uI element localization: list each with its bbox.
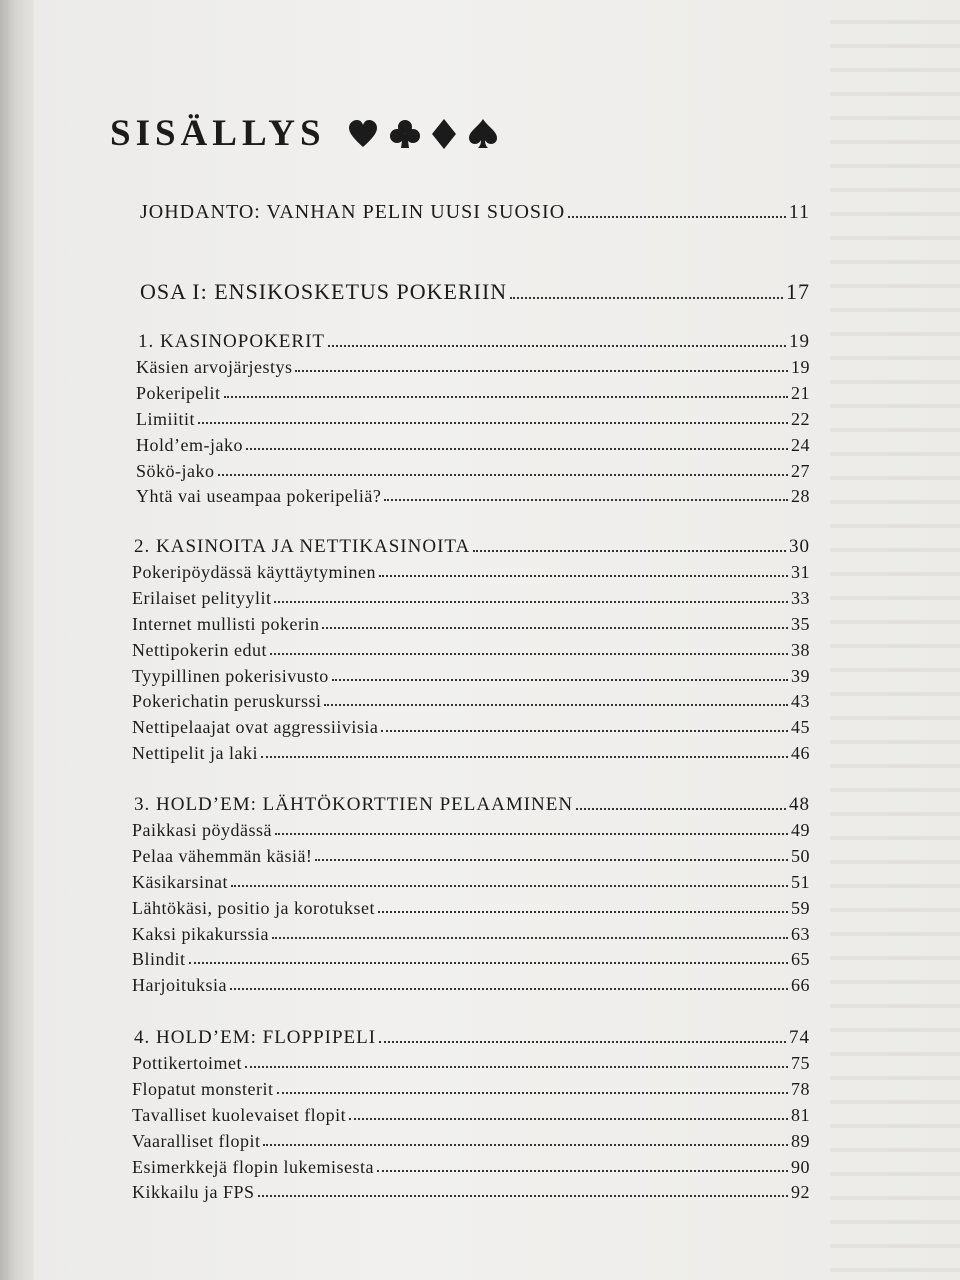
page-number: 30 (789, 536, 810, 557)
dot-leader (245, 1065, 788, 1068)
dot-leader (198, 421, 788, 424)
entry-title: Erilaiset pelityylit (132, 588, 272, 608)
page-number: 74 (789, 1027, 810, 1048)
suit-icons (348, 119, 498, 149)
entry-title: Pokeripelit (136, 383, 221, 403)
entry-title: Vaaralliset flopit (132, 1131, 261, 1151)
page-number: 50 (791, 846, 810, 866)
page-number: 65 (791, 949, 810, 969)
page-number: 66 (791, 975, 810, 995)
bleed-through (830, 0, 960, 1280)
dot-leader (568, 215, 786, 218)
entry-title: Nettipelit ja laki (132, 743, 258, 763)
toc-chapter (138, 331, 810, 353)
entry-title: Lähtökäsi, positio ja korotukset (132, 898, 375, 918)
toc-subsection (132, 1079, 810, 1100)
dot-leader (261, 755, 788, 758)
dot-leader (349, 1117, 788, 1120)
toc-subsection (132, 1053, 810, 1074)
page-number: 59 (791, 898, 810, 918)
dot-leader (295, 369, 788, 372)
entry-title: OSA I: ENSIKOSKETUS POKERIIN (140, 279, 508, 304)
dot-leader (189, 961, 788, 964)
page-number: 90 (791, 1157, 810, 1177)
entry-title: 4. HOLD’EM: FLOPPIPELI (134, 1027, 377, 1048)
toc-subsection (132, 924, 810, 945)
toc-subsection (132, 1157, 810, 1178)
entry-title: Pokeripöydässä käyttäytyminen (132, 562, 376, 582)
entry-title: 1. KASINOPOKERIT (138, 331, 325, 352)
entry-title: Pokerichatin peruskurssi (132, 691, 322, 711)
entry-title: Yhtä vai useampaa pokeripeliä? (136, 486, 382, 506)
entry-title: Harjoituksia (132, 975, 227, 995)
toc-subsection (136, 435, 810, 456)
toc-part-heading (140, 279, 810, 305)
toc-subsection (132, 717, 810, 738)
entry-title: 3. HOLD’EM: LÄHTÖKORTTIEN PELAAMINEN (134, 794, 574, 815)
entry-title: Internet mullisti pokerin (132, 614, 320, 634)
page-number: 19 (789, 331, 810, 352)
entry-title: Blindit (132, 949, 186, 969)
dot-leader (231, 884, 788, 887)
entry-title: Nettipelaajat ovat aggressiivisia (132, 717, 379, 737)
dot-leader (381, 729, 788, 732)
entry-title: 2. KASINOITA JA NETTIKASINOITA (134, 536, 471, 557)
dot-leader (332, 678, 788, 681)
page-number: 28 (791, 486, 810, 506)
toc-subsection (132, 846, 810, 867)
page-number: 46 (791, 743, 810, 763)
page-number: 22 (791, 409, 810, 429)
toc-subsection (132, 898, 810, 919)
dot-leader (576, 807, 786, 810)
page-number: 63 (791, 924, 810, 944)
entry-title: Flopatut monsterit (132, 1079, 274, 1099)
toc-subsection (132, 949, 810, 970)
heart-icon (348, 120, 378, 148)
entry-title: Paikkasi pöydässä (132, 820, 272, 840)
toc-subsection (132, 1105, 810, 1126)
entry-title: Tavalliset kuolevaiset flopit (132, 1105, 347, 1125)
page-number: 89 (791, 1131, 810, 1151)
toc-subsection (132, 562, 810, 583)
dot-leader (379, 574, 788, 577)
toc-subsection (136, 383, 810, 404)
entry-title: Hold’em-jako (136, 435, 243, 455)
toc-chapter (134, 1027, 810, 1049)
toc-subsection (132, 691, 810, 712)
dot-leader (270, 652, 788, 655)
toc-subsection (132, 872, 810, 893)
dot-leader (315, 858, 788, 861)
dot-leader (384, 498, 788, 501)
entry-title: Sökö-jako (136, 461, 215, 481)
club-icon (390, 119, 420, 149)
dot-leader (324, 703, 788, 706)
page-number: 11 (788, 201, 810, 223)
dot-leader (274, 600, 788, 603)
toc-subsection (136, 486, 810, 507)
page-number: 81 (791, 1105, 810, 1125)
page-number: 24 (791, 435, 810, 455)
dot-leader (275, 832, 788, 835)
page-number: 75 (791, 1053, 810, 1073)
dot-leader (328, 344, 786, 347)
page-number: 21 (791, 383, 810, 403)
entry-title: Esimerkkejä flopin lukemisesta (132, 1157, 374, 1177)
entry-title: Pottikertoimet (132, 1053, 242, 1073)
toc-subsection (132, 743, 810, 764)
page-number: 35 (791, 614, 810, 634)
dot-leader (263, 1143, 788, 1146)
toc-subsection (132, 614, 810, 635)
entry-title: Käsikarsinat (132, 872, 228, 892)
page-number: 39 (791, 666, 810, 686)
entry-title: Pelaa vähemmän käsiä! (132, 846, 313, 866)
dot-leader (218, 473, 789, 476)
toc-subsection (132, 1131, 810, 1152)
page-number: 43 (791, 691, 810, 711)
page-number: 45 (791, 717, 810, 737)
dot-leader (379, 1040, 786, 1043)
entry-title: Käsien arvojärjestys (136, 357, 293, 377)
dot-leader (510, 296, 783, 299)
page-number: 27 (791, 461, 810, 481)
book-gutter (0, 0, 34, 1280)
toc-subsection (136, 409, 810, 430)
toc-subsection (136, 461, 810, 482)
toc-subsection (132, 666, 810, 687)
page-number: 51 (791, 872, 810, 892)
toc-subsection (132, 1182, 810, 1203)
toc-intro (140, 201, 810, 224)
page-number: 31 (791, 562, 810, 582)
title-text: SISÄLLYS (110, 113, 326, 154)
dot-leader (377, 1169, 788, 1172)
entry-title: JOHDANTO: VANHAN PELIN UUSI SUOSIO (140, 201, 566, 223)
dot-leader (378, 910, 788, 913)
toc-subsection (132, 820, 810, 841)
toc-chapter (134, 794, 810, 816)
dot-leader (230, 987, 788, 990)
page-number: 78 (791, 1079, 810, 1099)
page-number: 92 (791, 1182, 810, 1202)
page-title (110, 112, 498, 155)
page-number: 17 (786, 279, 810, 304)
dot-leader (277, 1091, 789, 1094)
entry-title: Limiitit (136, 409, 196, 429)
page-number: 19 (791, 357, 810, 377)
entry-title: Kikkailu ja FPS (132, 1182, 255, 1202)
toc-subsection (132, 588, 810, 609)
diamond-icon (432, 119, 456, 149)
dot-leader (272, 936, 788, 939)
page-number: 38 (791, 640, 810, 660)
entry-title: Tyypillinen pokerisivusto (132, 666, 329, 686)
toc-subsection (132, 640, 810, 661)
dot-leader (258, 1194, 788, 1197)
toc-chapter (134, 536, 810, 558)
dot-leader (246, 447, 788, 450)
dot-leader (322, 626, 788, 629)
spade-icon (468, 119, 498, 149)
dot-leader (224, 395, 789, 398)
entry-title: Nettipokerin edut (132, 640, 267, 660)
toc-subsection (132, 975, 810, 996)
toc-subsection (136, 357, 810, 378)
dot-leader (473, 549, 786, 552)
page-number: 49 (791, 820, 810, 840)
page-number: 48 (789, 794, 810, 815)
page-number: 33 (791, 588, 810, 608)
entry-title: Kaksi pikakurssia (132, 924, 269, 944)
